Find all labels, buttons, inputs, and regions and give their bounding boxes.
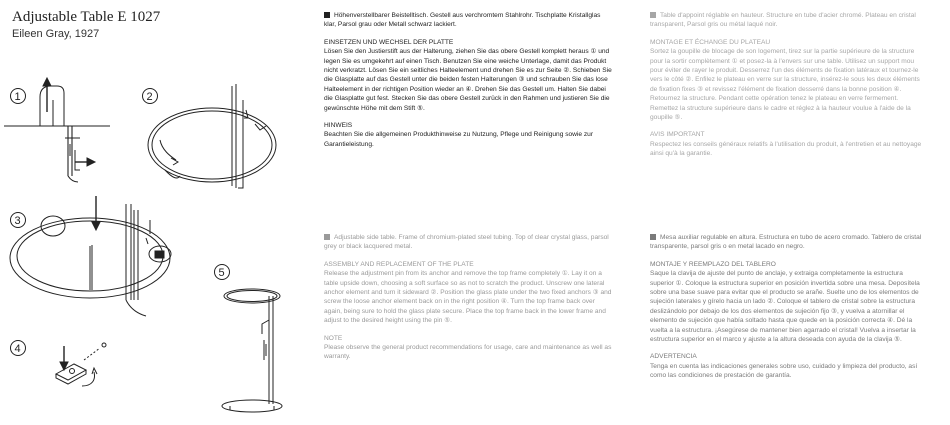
bullet-square-icon — [650, 12, 656, 18]
page-title: Adjustable Table E 1027 — [12, 9, 161, 25]
french-assembly-text: Sortez la goupille de blocage de son logement, tirez sur la partie supérieure de la structure pour la sortir complètement ① et posez-la à l'envers sur une table. Utilisez un support mou pour éviter de rayer le produit. Desserrez l'un des éléments de fixation latéraux et tournez-le vers le côté ②. Enfilez le plateau en verre sur la structure, insérez-le sous les deux éléments de fixation fixes ③ et revissez l'élément de fixation desserré dans la bonne position ④. Retournez la structure. Pendant cette opération tenez le plateau en verre fermement. Remettez la structure supérieure dans le cadre et réglez à la hauteur voulue à l'aide de la goupille ⑤. — [650, 48, 920, 122]
english-heading-assembly: ASSEMBLY AND REPLACEMENT OF THE PLATE — [324, 260, 474, 268]
german-assembly-text: Lösen Sie den Justierstift aus der Halterung, ziehen Sie das obere Gestell komplett heraus ① und legen Sie es umgekehrt auf einen Tisch. Benutzen Sie eine weiche Unterlage, damit das Produkt nicht verkratzt. Lösen Sie ein seitliches Halteelement und drehen Sie es zur Seite ②. Schieben Sie die Glasplatte auf das Gestell unter die beiden festen Halterungen ③ und schrauben Sie das lose Halteelement in der richtigen Position wieder an ④. Drehen Sie das Gestell um. Halten Sie dabei die Glasplatte gut fest. Stecken Sie das obere Gestell zurück in den Rahmen und justieren Sie die gewünschte Höhe mit dem Stift ⑤. — [324, 48, 612, 112]
spanish-heading-assembly: MONTAJE Y REEMPLAZO DEL TABLERO — [650, 260, 776, 268]
english-heading-note: NOTE — [324, 334, 343, 342]
french-instructions — [650, 11, 925, 167]
figure-5-number: 5 — [218, 267, 225, 279]
figure-2-rotate-anchor — [143, 84, 277, 188]
english-assembly-text: Release the adjustment pin from its anchor and remove the top frame completely ①. Lay it on a table upside down, choosing a soft surface so as not to scratch the product. Unscrew one lateral anchor element and turn it sideward ②. Position the glass plate under the two fixed anchors ③ and screw the loose anchor element back on in the right position ④. Turn the top frame back over again, being sure to hold the glass plate secure. Place the top frame back in the lower frame and adjust to the desired height using the pin ⑤. — [324, 270, 612, 325]
english-intro: Adjustable side table. Frame of chromium-plated steel tubing. Top of clear crystal glass, parsol grey or black lacquered metal. — [324, 234, 609, 251]
spanish-heading-note: ADVERTENCIA — [650, 353, 697, 361]
figure-4-screw-anchor — [11, 341, 107, 387]
spanish-intro: Mesa auxiliar regulable en altura. Estructura en tubo de acero cromado. Tablero de cristal transparente, parsol gris o en metal lacado en negro. — [650, 234, 922, 251]
german-intro: Höhenverstellbarer Beistelltisch. Gestell aus verchromtem Stahlrohr. Tischplatte Kristallglas klar, Parsol grau oder Metall schwarz lackiert. — [324, 12, 601, 29]
spanish-note-text: Tenga en cuenta las indicaciones generales sobre uso, cuidado y limpieza del producto, así como las condiciones de prestación de garantía. — [650, 362, 918, 380]
english-instructions — [324, 233, 612, 370]
figure-4-number: 4 — [14, 343, 21, 355]
figure-5-adjust-height — [215, 265, 283, 413]
german-heading-note: HINWEIS — [324, 122, 353, 130]
assembly-illustrations — [0, 0, 320, 425]
figure-1-number: 1 — [14, 91, 21, 103]
spanish-assembly-text: Saque la clavija de ajuste del punto de anclaje, y extraiga completamente la estructura superior ①. Coloque la estructura superior en posición invertida sobre una mesa. Deposítela sobre una base suave para evitar que el producto se arañe. Suelte uno de los elementos de sujeción laterales y gírelo hacia un lado ②. Coloque el tablero de cristal sobre la estructura deslizándolo por debajo de los dos elementos de sujeción fijo ③, y vuelva a atornillar el elemento de sujeción que había soltado hasta que quede en la posición correcta ④. Dé la vuelta a la estructura. ¡Asegúrese de mantener bien agarrado el cristal! Vuelva a insertar la estructura superior en el marco y ajuste a la altura deseada con ayuda de la clavija ⑤. — [650, 270, 920, 344]
figure-3-number: 3 — [14, 215, 21, 227]
english-note-text: Please observe the general product recommendations for usage, care and maintenance as well as warranty. — [324, 344, 612, 361]
french-note-text: Respectez les conseils généraux relatifs à l'utilisation du produit, à l'entretien et au nettoyage ainsi qu'à la garantie. — [650, 140, 922, 158]
german-heading-assembly: EINSETZEN UND WECHSEL DER PLATTE — [324, 38, 454, 46]
figure-3-insert-glass — [10, 196, 171, 316]
french-heading-note: AVIS IMPORTANT — [650, 131, 705, 139]
german-instructions — [324, 11, 612, 157]
german-note-text: Beachten Sie die allgemeinen Produkthinweise zu Nutzung, Pflege und Reinigung sowie zur Garantieleistung. — [324, 131, 594, 148]
figure-2-number: 2 — [146, 91, 153, 103]
bullet-square-icon — [324, 12, 330, 18]
bullet-square-icon — [650, 234, 656, 240]
spanish-instructions — [650, 233, 925, 389]
french-intro: Table d'appoint réglable en hauteur. Structure en tube d'acier chromé. Plateau en cristal transparent, Parsol gris ou métal laqué noir. — [650, 12, 916, 29]
bullet-square-icon — [324, 234, 330, 240]
french-heading-assembly: MONTAGE ET ÉCHANGE DU PLATEAU — [650, 38, 771, 46]
page-subtitle: Eileen Gray, 1927 — [12, 28, 100, 40]
